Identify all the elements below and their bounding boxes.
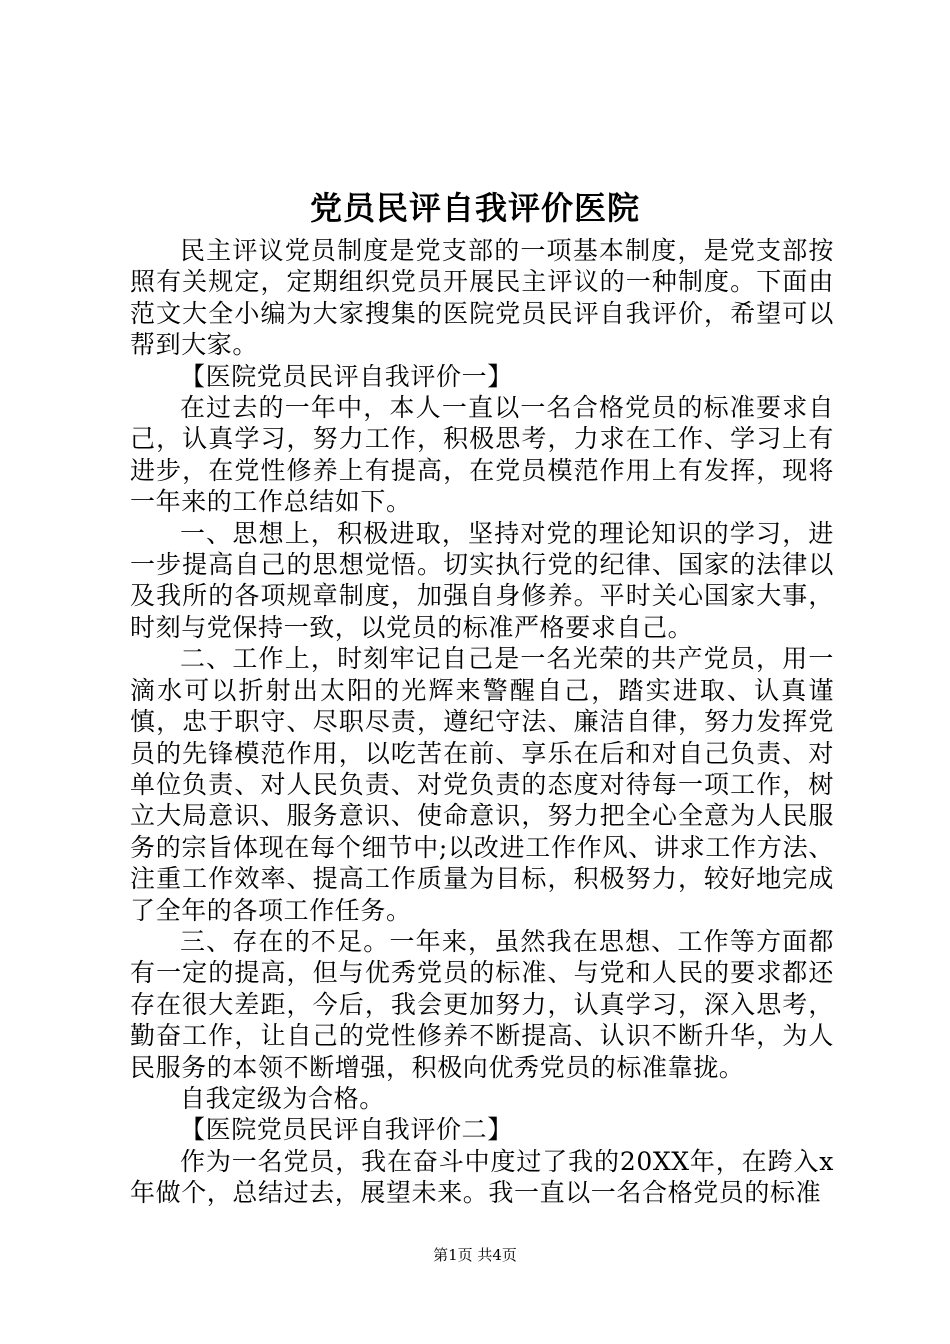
document-body xyxy=(130,235,834,1209)
body-paragraph: 在过去的一年中，本人一直以一名合格党员的标准要求自己，认真学习，努力工作，积极思考，力求在工作、学习上有进步，在党性修养上有提高，在党员模范作用上有发挥，现将一年来的工作总结如下。 xyxy=(130,393,834,517)
body-paragraph: 自我定级为合格。 xyxy=(180,1083,385,1113)
document-title: 党员民评自我评价医院 xyxy=(309,189,640,227)
section-heading-2: 【医院党员民评自我评价二】 xyxy=(180,1115,513,1145)
section-heading-1: 【医院党员民评自我评价一】 xyxy=(180,361,513,391)
page-footer: 第1页 共4页 xyxy=(433,1246,517,1264)
body-paragraph: 作为一名党员，我在奋斗中度过了我的20XX年，在跨入x年做个，总结过去，展望未来。我一直以一名合格党员的标准 xyxy=(130,1146,834,1208)
body-paragraph: 二、工作上，时刻牢记自己是一名光荣的共产党员，用一滴水可以折射出太阳的光辉来警醒自己，踏实进取、认真谨慎，忠于职守、尽职尽责，遵纪守法、廉洁自律，努力发挥党员的先锋模范作用，以吃苦在前、享乐在后和对自己负责、对单位负责、对人民负责、对党负责的态度对待每一项工作，树立大局意识、服务意识、使命意识，努力把全心全意为人民服务的宗旨体现在每个细节中;以改进工作作风、讲求工作方法、注重工作效率、提高工作质量为目标，积极努力，较好地完成了全年的各项工作任务。 xyxy=(130,644,834,925)
body-paragraph: 一、思想上，积极进取，坚持对党的理论知识的学习，进一步提高自己的思想觉悟。切实执行党的纪律、国家的法律以及我所的各项规章制度，加强自身修养。平时关心国家大事，时刻与党保持一致，以党员的标准严格要求自己。 xyxy=(130,518,834,642)
intro-paragraph: 民主评议党员制度是党支部的一项基本制度，是党支部按照有关规定，定期组织党员开展民主评议的一种制度。下面由范文大全小编为大家搜集的医院党员民评自我评价，希望可以帮到大家。 xyxy=(130,236,834,360)
body-paragraph: 三、存在的不足。一年来，虽然我在思想、工作等方面都有一定的提高，但与优秀党员的标准、与党和人民的要求都还存在很大差距，今后，我会更加努力，认真学习，深入思考，勤奋工作，让自己的党性修养不断提高、认识不断升华，为人民服务的本领不断增强，积极向优秀党员的标准靠拢。 xyxy=(130,926,834,1082)
